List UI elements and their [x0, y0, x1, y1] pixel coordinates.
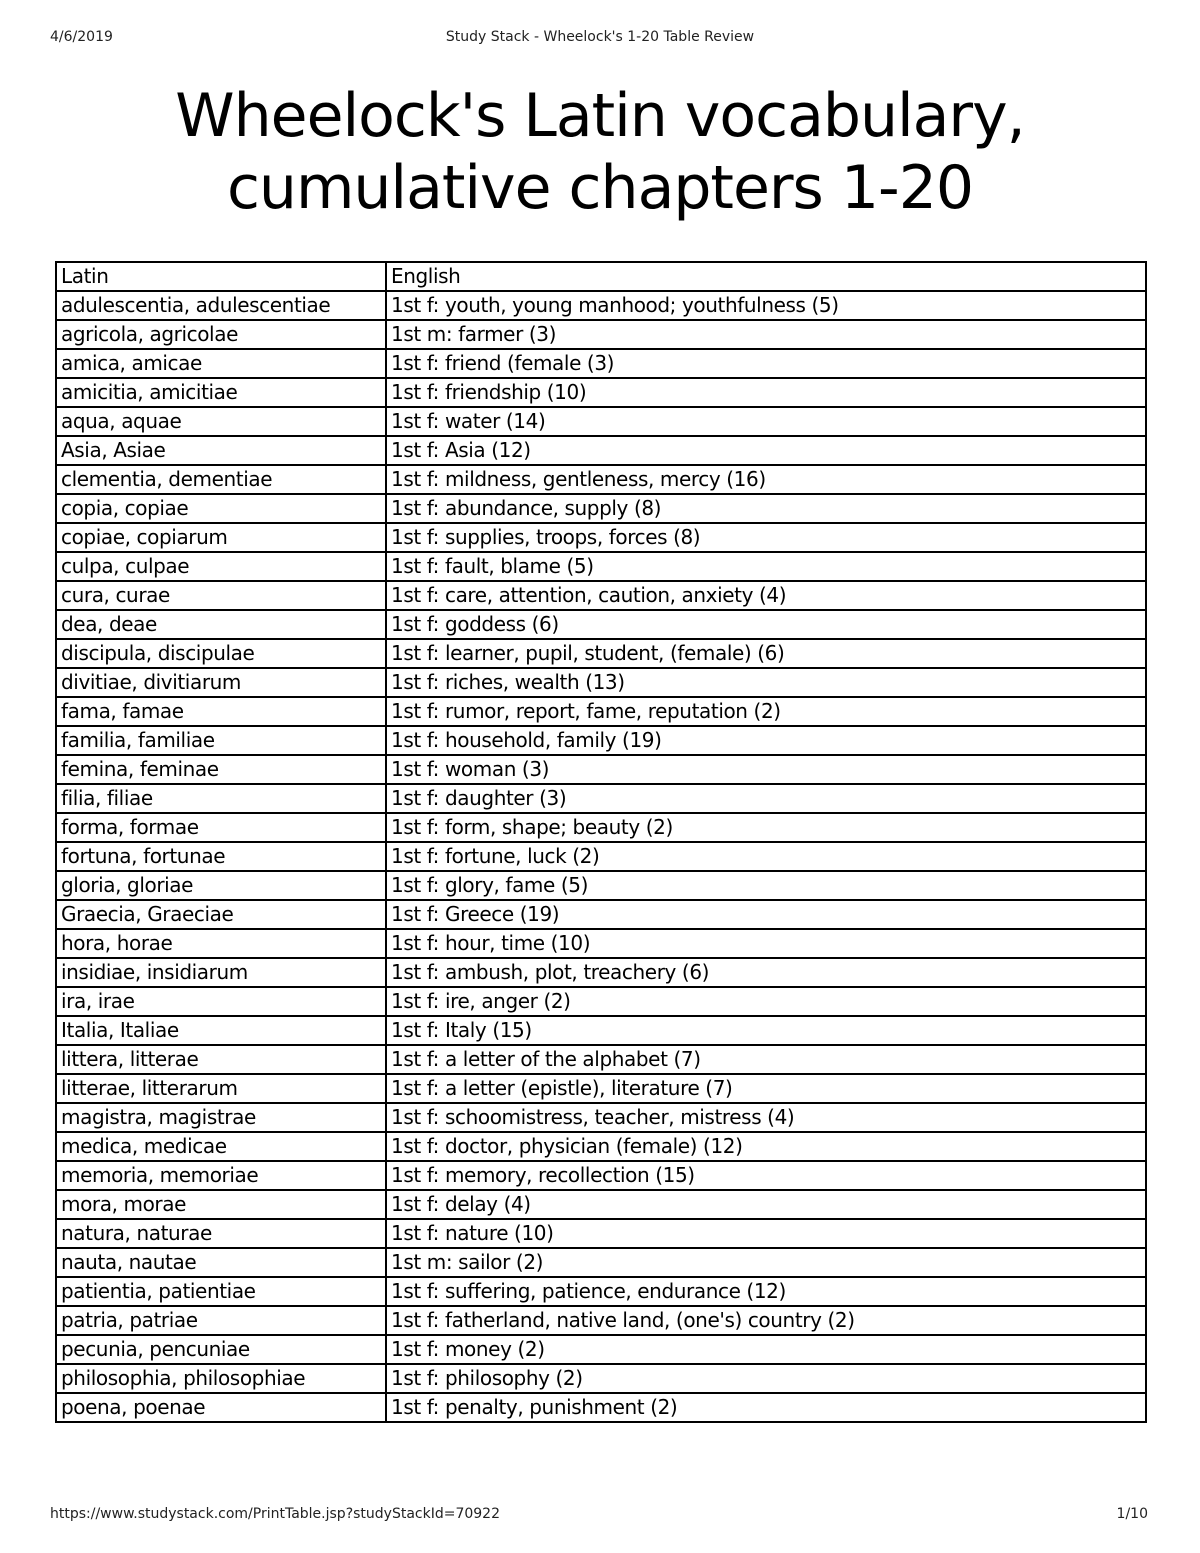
table-row [56, 1364, 1146, 1393]
cell-latin: mora, morae [56, 1190, 386, 1219]
column-header-latin: Latin [56, 262, 386, 291]
table-row [56, 697, 1146, 726]
cell-latin: familia, familiae [56, 726, 386, 755]
page-title-line-2: cumulative chapters 1-20 [226, 153, 974, 223]
cell-english: 1st f: Italy (15) [386, 1016, 1146, 1045]
cell-latin: poena, poenae [56, 1393, 386, 1422]
cell-english: 1st f: form, shape; beauty (2) [386, 813, 1146, 842]
cell-latin: clementia, dementiae [56, 465, 386, 494]
cell-english: 1st f: friendship (10) [386, 378, 1146, 407]
cell-latin: littera, litterae [56, 1045, 386, 1074]
table-row [56, 349, 1146, 378]
table-row [56, 552, 1146, 581]
cell-latin: femina, feminae [56, 755, 386, 784]
cell-english: 1st f: youth, young manhood; youthfulness (5) [386, 291, 1146, 320]
table-row [56, 1016, 1146, 1045]
cell-english: 1st f: Asia (12) [386, 436, 1146, 465]
vocabulary-table-body [56, 291, 1146, 1422]
cell-latin: patria, patriae [56, 1306, 386, 1335]
cell-latin: fortuna, fortunae [56, 842, 386, 871]
table-row [56, 987, 1146, 1016]
page-title [0, 80, 1200, 224]
header-title: Study Stack - Wheelock's 1-20 Table Review [445, 29, 755, 45]
table-header-row [56, 262, 1146, 291]
table-row [56, 378, 1146, 407]
header-date: 4/6/2019 [50, 29, 113, 45]
cell-english: 1st f: friend (female (3) [386, 349, 1146, 378]
table-row [56, 494, 1146, 523]
footer-url: https://www.studystack.com/PrintTable.jsp?studyStackId=70922 [50, 1506, 500, 1522]
table-row [56, 610, 1146, 639]
table-row [56, 1132, 1146, 1161]
table-row [56, 1219, 1146, 1248]
table-row [56, 813, 1146, 842]
table-row [56, 784, 1146, 813]
cell-latin: ira, irae [56, 987, 386, 1016]
cell-latin: Asia, Asiae [56, 436, 386, 465]
cell-english: 1st f: ire, anger (2) [386, 987, 1146, 1016]
cell-latin: agricola, agricolae [56, 320, 386, 349]
table-row [56, 668, 1146, 697]
cell-latin: natura, naturae [56, 1219, 386, 1248]
cell-latin: dea, deae [56, 610, 386, 639]
table-row [56, 1393, 1146, 1422]
cell-english: 1st f: daughter (3) [386, 784, 1146, 813]
cell-latin: gloria, gloriae [56, 871, 386, 900]
cell-english: 1st f: penalty, punishment (2) [386, 1393, 1146, 1422]
cell-english: 1st f: care, attention, caution, anxiety (4) [386, 581, 1146, 610]
cell-english: 1st f: schoomistress, teacher, mistress (4) [386, 1103, 1146, 1132]
table-row [56, 1306, 1146, 1335]
cell-english: 1st f: suffering, patience, endurance (12) [386, 1277, 1146, 1306]
table-row [56, 1161, 1146, 1190]
cell-latin: magistra, magistrae [56, 1103, 386, 1132]
cell-latin: culpa, culpae [56, 552, 386, 581]
cell-english: 1st f: ambush, plot, treachery (6) [386, 958, 1146, 987]
table-row [56, 1045, 1146, 1074]
table-row [56, 320, 1146, 349]
cell-english: 1st f: a letter (epistle), literature (7) [386, 1074, 1146, 1103]
cell-english: 1st f: riches, wealth (13) [386, 668, 1146, 697]
cell-latin: aqua, aquae [56, 407, 386, 436]
cell-english: 1st m: sailor (2) [386, 1248, 1146, 1277]
cell-english: 1st f: learner, pupil, student, (female) (6) [386, 639, 1146, 668]
cell-latin: cura, curae [56, 581, 386, 610]
cell-english: 1st f: fatherland, native land, (one's) country (2) [386, 1306, 1146, 1335]
table-row [56, 842, 1146, 871]
cell-english: 1st f: rumor, report, fame, reputation (2) [386, 697, 1146, 726]
column-header-english: English [386, 262, 1146, 291]
cell-latin: adulescentia, adulescentiae [56, 291, 386, 320]
cell-english: 1st f: abundance, supply (8) [386, 494, 1146, 523]
table-row [56, 1074, 1146, 1103]
table-row [56, 900, 1146, 929]
cell-latin: Graecia, Graeciae [56, 900, 386, 929]
footer-page-number: 1/10 [1116, 1506, 1148, 1522]
table-row [56, 1277, 1146, 1306]
cell-english: 1st f: delay (4) [386, 1190, 1146, 1219]
cell-latin: hora, horae [56, 929, 386, 958]
cell-english: 1st f: nature (10) [386, 1219, 1146, 1248]
cell-latin: copiae, copiarum [56, 523, 386, 552]
table-row [56, 1335, 1146, 1364]
cell-latin: Italia, Italiae [56, 1016, 386, 1045]
table-row [56, 871, 1146, 900]
table-row [56, 465, 1146, 494]
table-row [56, 755, 1146, 784]
table-row [56, 1190, 1146, 1219]
cell-english: 1st f: fortune, luck (2) [386, 842, 1146, 871]
cell-latin: medica, medicae [56, 1132, 386, 1161]
cell-latin: fama, famae [56, 697, 386, 726]
table-row [56, 639, 1146, 668]
cell-latin: philosophia, philosophiae [56, 1364, 386, 1393]
cell-english: 1st f: money (2) [386, 1335, 1146, 1364]
page-title-line-1: Wheelock's Latin vocabulary, [175, 81, 1025, 151]
cell-english: 1st f: glory, fame (5) [386, 871, 1146, 900]
table-row [56, 581, 1146, 610]
cell-english: 1st f: water (14) [386, 407, 1146, 436]
cell-latin: pecunia, pencuniae [56, 1335, 386, 1364]
table-row [56, 958, 1146, 987]
cell-english: 1st f: philosophy (2) [386, 1364, 1146, 1393]
table-row [56, 726, 1146, 755]
table-row [56, 1248, 1146, 1277]
cell-latin: copia, copiae [56, 494, 386, 523]
table-row [56, 929, 1146, 958]
table-row [56, 291, 1146, 320]
cell-english: 1st f: Greece (19) [386, 900, 1146, 929]
cell-latin: divitiae, divitiarum [56, 668, 386, 697]
table-row [56, 1103, 1146, 1132]
table-row [56, 407, 1146, 436]
cell-english: 1st f: goddess (6) [386, 610, 1146, 639]
cell-latin: amicitia, amicitiae [56, 378, 386, 407]
cell-english: 1st f: a letter of the alphabet (7) [386, 1045, 1146, 1074]
cell-english: 1st f: hour, time (10) [386, 929, 1146, 958]
cell-latin: amica, amicae [56, 349, 386, 378]
cell-latin: forma, formae [56, 813, 386, 842]
cell-latin: litterae, litterarum [56, 1074, 386, 1103]
cell-latin: insidiae, insidiarum [56, 958, 386, 987]
cell-english: 1st f: supplies, troops, forces (8) [386, 523, 1146, 552]
table-row [56, 436, 1146, 465]
table-row [56, 523, 1146, 552]
cell-latin: patientia, patientiae [56, 1277, 386, 1306]
cell-english: 1st f: doctor, physician (female) (12) [386, 1132, 1146, 1161]
cell-latin: discipula, discipulae [56, 639, 386, 668]
vocabulary-table [55, 261, 1147, 1423]
cell-english: 1st f: household, family (19) [386, 726, 1146, 755]
cell-latin: filia, filiae [56, 784, 386, 813]
cell-english: 1st f: mildness, gentleness, mercy (16) [386, 465, 1146, 494]
cell-english: 1st f: memory, recollection (15) [386, 1161, 1146, 1190]
cell-english: 1st f: fault, blame (5) [386, 552, 1146, 581]
cell-latin: memoria, memoriae [56, 1161, 386, 1190]
cell-english: 1st f: woman (3) [386, 755, 1146, 784]
cell-english: 1st m: farmer (3) [386, 320, 1146, 349]
cell-latin: nauta, nautae [56, 1248, 386, 1277]
